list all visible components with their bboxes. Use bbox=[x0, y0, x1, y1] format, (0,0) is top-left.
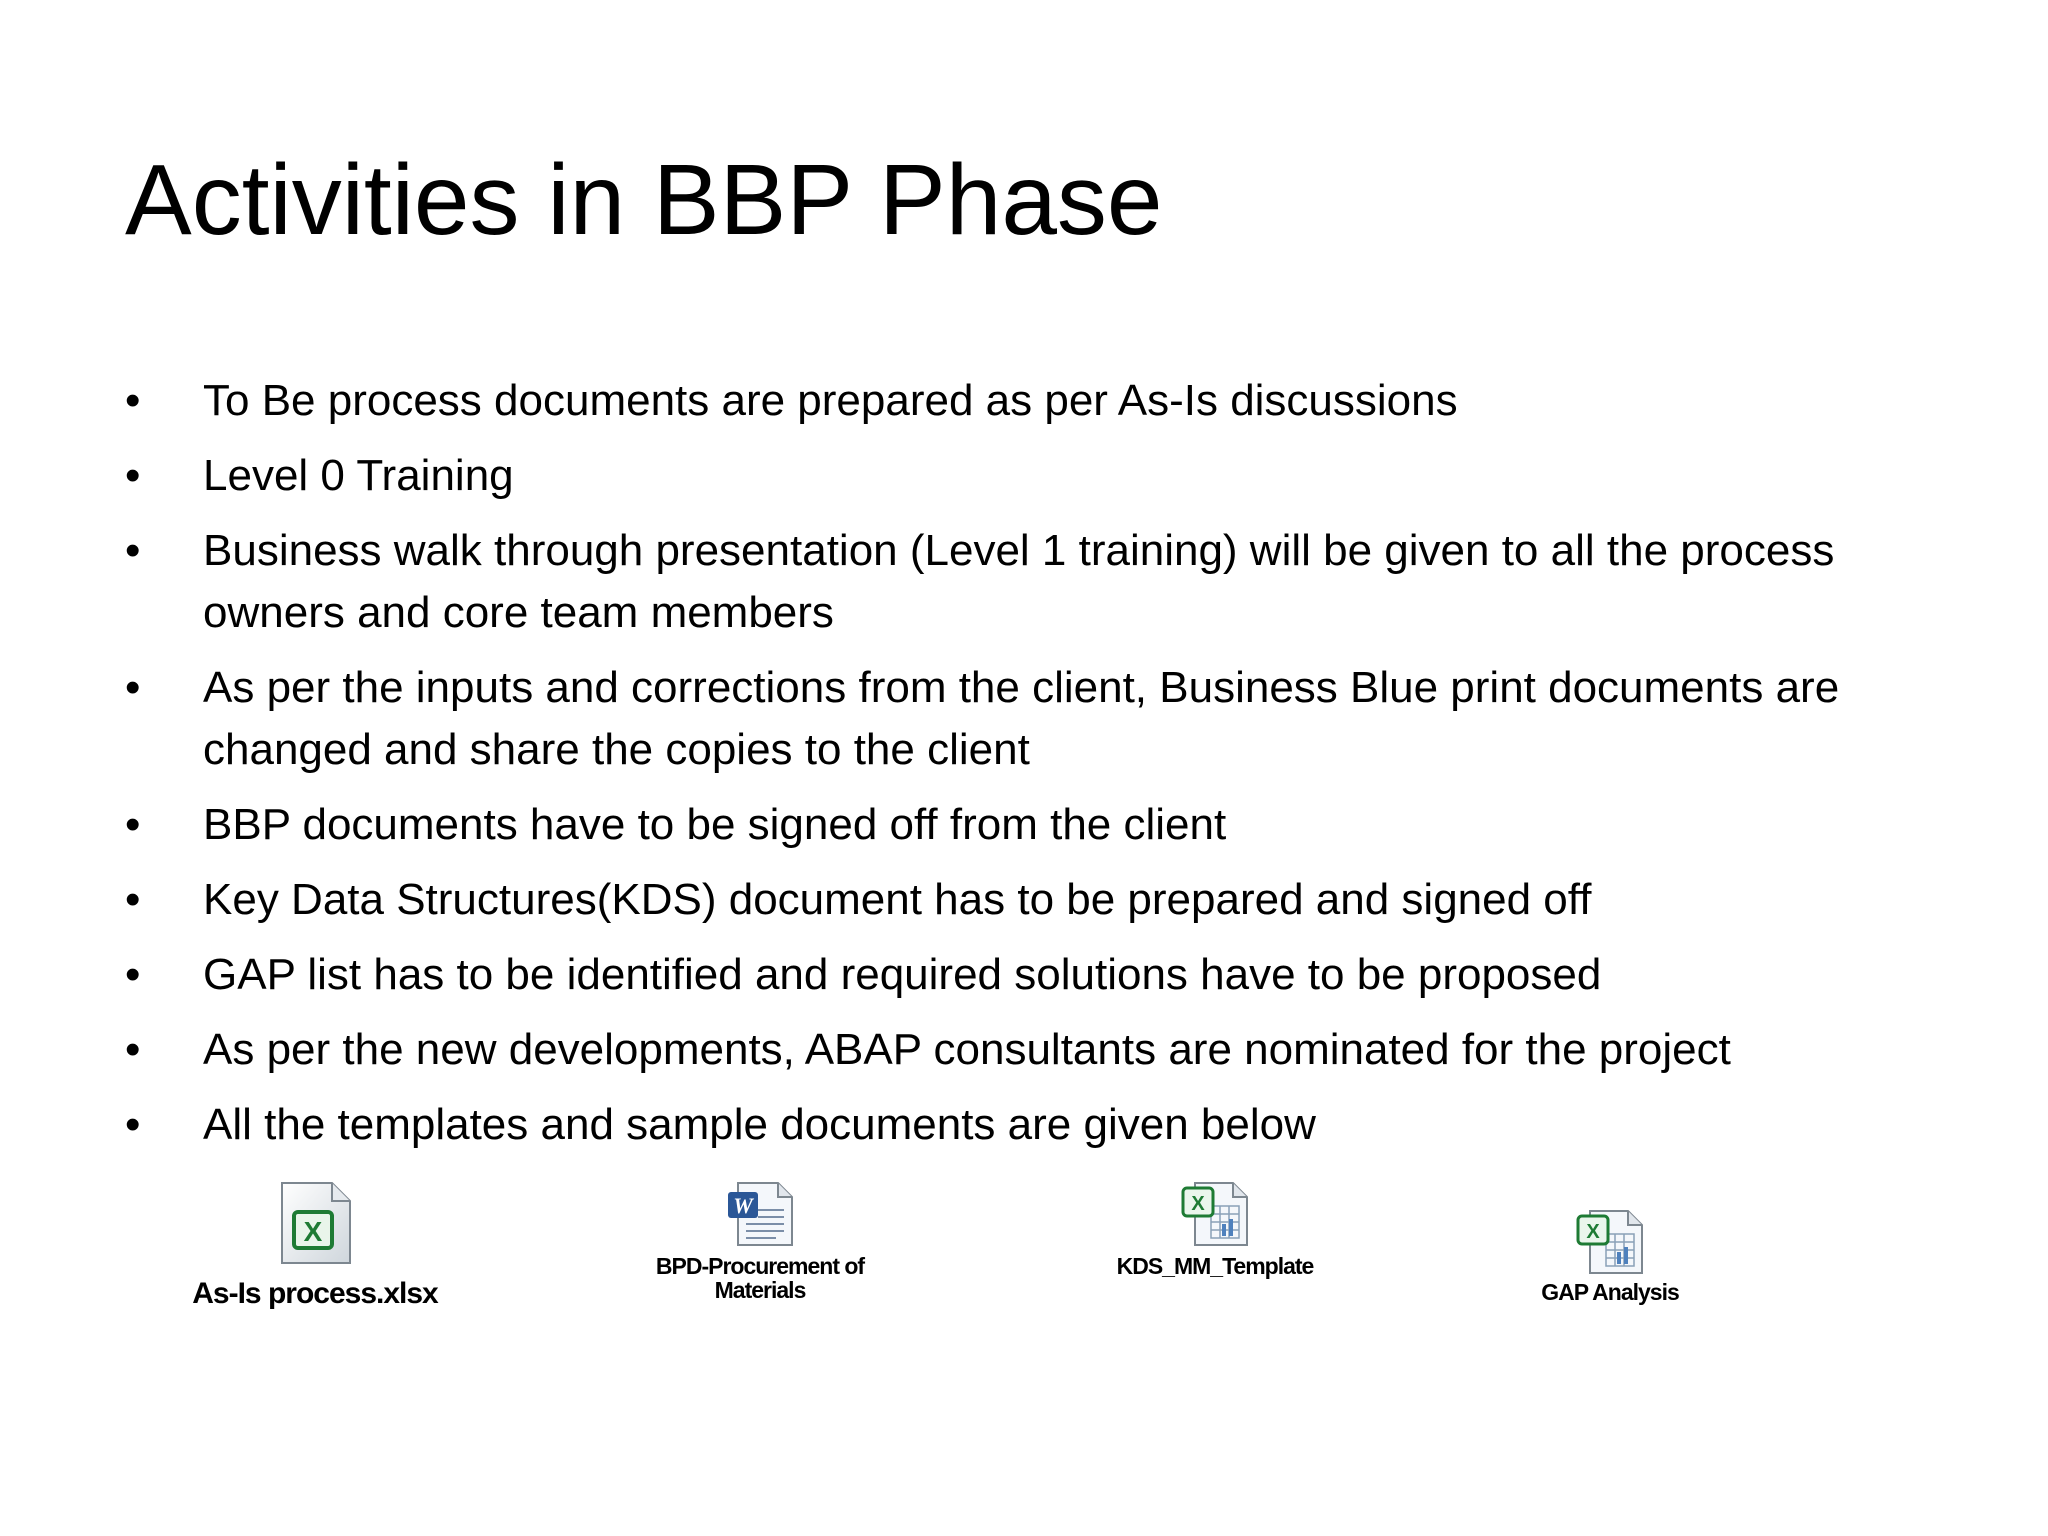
bullet-marker: • bbox=[125, 526, 141, 575]
attachment-label: BPD-Procurement of Materials bbox=[655, 1253, 865, 1304]
bullet-marker: • bbox=[125, 451, 141, 500]
bullet-text: Level 0 Training bbox=[203, 451, 514, 500]
attachment-bpd-procurement[interactable] bbox=[640, 1180, 880, 1302]
bullet-item bbox=[125, 794, 1945, 856]
bullet-marker: • bbox=[125, 1025, 141, 1074]
bullet-text: GAP list has to be identified and required solutions have to be proposed bbox=[203, 950, 1602, 999]
attachment-label: KDS_MM_Template bbox=[1116, 1253, 1314, 1279]
bullet-item bbox=[125, 520, 1945, 644]
bullet-text: To Be process documents are prepared as per As-Is discussions bbox=[203, 376, 1458, 425]
attachment-label: As-Is process.xlsx bbox=[192, 1277, 438, 1310]
bullet-text: All the templates and sample documents are given below bbox=[203, 1100, 1316, 1149]
bullet-item bbox=[125, 445, 1945, 507]
word-file-icon bbox=[724, 1180, 796, 1248]
bullet-text: As per the new developments, ABAP consultants are nominated for the project bbox=[203, 1025, 1731, 1074]
bullet-marker: • bbox=[125, 950, 141, 999]
bullet-marker: • bbox=[125, 800, 141, 849]
attachment-row bbox=[0, 1180, 2048, 1350]
bullet-text: As per the inputs and corrections from the client, Business Blue print documents are changed and share the copies to the client bbox=[203, 663, 1840, 774]
bullet-list bbox=[125, 370, 1945, 1169]
excel-sheet-file-icon bbox=[1574, 1208, 1646, 1276]
bullet-text: Business walk through presentation (Level 1 training) will be given to all the process owners and core team members bbox=[203, 526, 1835, 637]
excel-file-icon bbox=[274, 1180, 356, 1266]
bullet-text: BBP documents have to be signed off from the client bbox=[203, 800, 1227, 849]
attachment-gap-analysis[interactable] bbox=[1500, 1208, 1720, 1304]
svg-text:X: X bbox=[303, 1216, 323, 1247]
bullet-item bbox=[125, 657, 1945, 781]
excel-sheet-file-icon bbox=[1179, 1180, 1251, 1248]
attachment-as-is-process[interactable] bbox=[175, 1180, 455, 1310]
bullet-text: Key Data Structures(KDS) document has to be prepared and signed off bbox=[203, 875, 1592, 924]
bullet-marker: • bbox=[125, 376, 141, 425]
bullet-item bbox=[125, 869, 1945, 931]
svg-text:X: X bbox=[1586, 1221, 1600, 1243]
attachment-kds-mm-template[interactable] bbox=[1095, 1180, 1335, 1278]
svg-text:W: W bbox=[733, 1193, 753, 1218]
bullet-item bbox=[125, 944, 1945, 1006]
bullet-item bbox=[125, 1019, 1945, 1081]
svg-text:X: X bbox=[1191, 1193, 1205, 1215]
bullet-marker: • bbox=[125, 1100, 141, 1149]
bullet-item bbox=[125, 370, 1945, 432]
bullet-marker: • bbox=[125, 663, 141, 712]
bullet-marker: • bbox=[125, 875, 141, 924]
slide-title: Activities in BBP Phase bbox=[125, 144, 1163, 256]
attachment-label: GAP Analysis bbox=[1541, 1279, 1679, 1305]
bullet-item bbox=[125, 1094, 1945, 1156]
